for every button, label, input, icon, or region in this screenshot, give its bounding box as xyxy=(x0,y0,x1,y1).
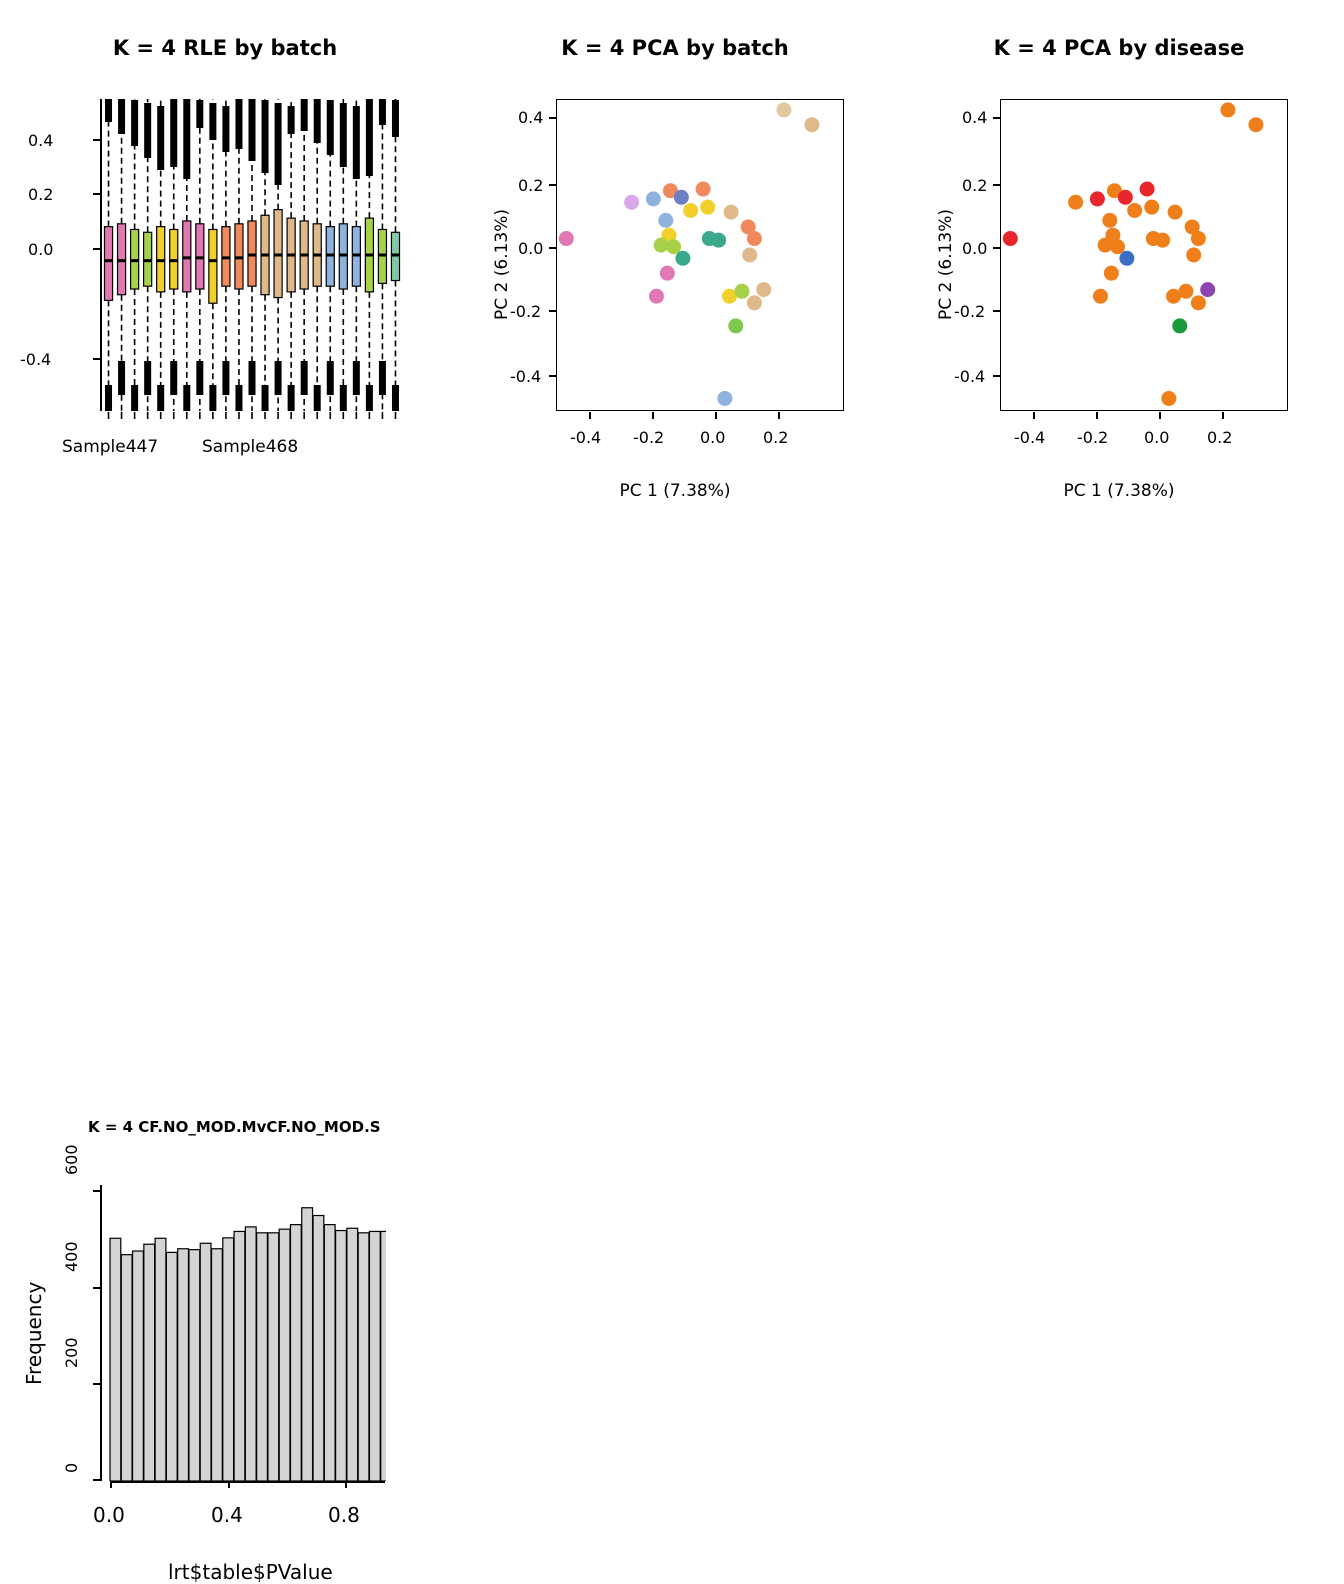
hist-ylabel: Frequency xyxy=(22,1281,46,1385)
rle-xaxis-ticks xyxy=(102,412,402,426)
pca-batch-panel xyxy=(450,0,900,520)
hist-plot-region xyxy=(104,1185,386,1481)
hist-xtick-0.8: 0.8 xyxy=(328,1503,360,1527)
rle-ytick-0.0: 0.0 xyxy=(28,240,54,259)
pca-disease-xtick--0.2: -0.2 xyxy=(1077,428,1109,447)
hist-xtick-0.0: 0.0 xyxy=(93,1503,125,1527)
hist-ytick-600: 600 xyxy=(62,1144,81,1175)
pca-disease-xtick-mark-3 xyxy=(1159,412,1161,419)
hist-ytick-400: 400 xyxy=(62,1241,81,1272)
rle-ytick--0.4: -0.4 xyxy=(20,350,52,369)
histogram-panel xyxy=(0,540,450,1584)
hist-xtick-mark-0.8 xyxy=(345,1481,347,1488)
pca-disease-ytick-0.2: 0.2 xyxy=(962,176,988,195)
pca-disease-xtick-0.2: 0.2 xyxy=(1207,428,1233,447)
rle-ytick-0.2: 0.2 xyxy=(28,185,54,204)
pca-batch-xlabel: PC 1 (7.38%) xyxy=(619,481,731,501)
hist-ytick-0: 0 xyxy=(62,1462,81,1473)
rle-xlabel-sample468: Sample468 xyxy=(202,437,299,457)
pca-batch-scatter xyxy=(557,100,843,410)
hist-ytick-mark-400 xyxy=(93,1287,100,1289)
pca-batch-ytick--0.4: -0.4 xyxy=(510,367,542,386)
pca-disease-title: K = 4 PCA by disease xyxy=(993,36,1245,60)
pca-batch-ytick-mark-2 xyxy=(549,184,556,186)
pca-batch-xtick--0.2: -0.2 xyxy=(633,428,665,447)
pca-disease-xtick-mark-2 xyxy=(1096,412,1098,419)
pca-disease-ytick-mark-4 xyxy=(993,310,1000,312)
pca-disease-ytick--0.4: -0.4 xyxy=(954,367,986,386)
pca-disease-xtick-0.0: 0.0 xyxy=(1144,428,1170,447)
pca-disease-xtick-mark-4 xyxy=(1222,412,1224,419)
rle-ytick-mark-4 xyxy=(93,358,100,360)
pca-batch-xtick--0.4: -0.4 xyxy=(570,428,602,447)
pca-disease-xtick--0.4: -0.4 xyxy=(1014,428,1046,447)
pca-disease-ytick-mark-1 xyxy=(993,117,1000,119)
pca-disease-ytick-0.4: 0.4 xyxy=(962,108,988,127)
rle-ytick-mark-3 xyxy=(93,248,100,250)
hist-xtick-0.4: 0.4 xyxy=(211,1503,243,1527)
rle-xlabel-sample447: Sample447 xyxy=(62,437,159,457)
histogram-svg xyxy=(104,1185,386,1481)
hist-ytick-200: 200 xyxy=(62,1337,81,1368)
rle-panel-title: K = 4 RLE by batch xyxy=(112,36,338,60)
rle-boxplot-svg xyxy=(102,99,402,411)
pca-disease-ytick-0.0: 0.0 xyxy=(962,239,988,258)
pca-batch-ytick-0.2: 0.2 xyxy=(518,176,544,195)
pca-batch-xtick-mark-3 xyxy=(715,412,717,419)
pca-disease-plotbox xyxy=(1000,99,1288,411)
rle-ytick-mark-1 xyxy=(93,139,100,141)
hist-xlabel: lrt$table$PValue xyxy=(168,1560,333,1584)
pca-batch-xtick-mark-4 xyxy=(778,412,780,419)
pca-disease-xlabel: PC 1 (7.38%) xyxy=(1063,481,1175,501)
pca-batch-title: K = 4 PCA by batch xyxy=(561,36,789,60)
hist-ytick-mark-600 xyxy=(93,1190,100,1192)
rle-ytick-mark-2 xyxy=(93,193,100,195)
pca-batch-ytick--0.2: -0.2 xyxy=(510,302,542,321)
pca-disease-panel xyxy=(894,0,1344,520)
pca-disease-ytick-mark-5 xyxy=(993,375,1000,377)
rle-panel xyxy=(0,0,450,520)
hist-ytick-mark-200 xyxy=(93,1383,100,1385)
pca-batch-plotbox xyxy=(556,99,844,411)
pca-batch-xtick-mark-1 xyxy=(589,412,591,419)
pca-batch-ytick-0.4: 0.4 xyxy=(518,108,544,127)
hist-yaxis xyxy=(100,1185,102,1481)
pca-batch-ylabel: PC 2 (6.13%) xyxy=(492,208,512,320)
hist-xtick-mark-0 xyxy=(110,1481,112,1488)
pca-batch-ytick-mark-3 xyxy=(549,247,556,249)
pca-disease-ytick-mark-2 xyxy=(993,184,1000,186)
hist-ytick-mark-0 xyxy=(93,1479,100,1481)
pca-batch-ytick-mark-4 xyxy=(549,310,556,312)
pca-batch-ytick-mark-1 xyxy=(549,117,556,119)
pca-disease-ytick-mark-3 xyxy=(993,247,1000,249)
rle-plot-region xyxy=(102,99,402,411)
pca-batch-ytick-0.0: 0.0 xyxy=(518,239,544,258)
pca-disease-ylabel: PC 2 (6.13%) xyxy=(936,208,956,320)
hist-xtick-mark-0.4 xyxy=(228,1481,230,1488)
pca-disease-ytick--0.2: -0.2 xyxy=(954,302,986,321)
rle-ytick-0.4: 0.4 xyxy=(28,131,54,150)
hist-xaxis xyxy=(110,1481,385,1483)
histogram-title: K = 4 CF.NO_MOD.MvCF.NO_MOD.S xyxy=(88,1118,381,1136)
pca-batch-xtick-mark-2 xyxy=(652,412,654,419)
pca-disease-scatter xyxy=(1001,100,1287,410)
pca-disease-xtick-mark-1 xyxy=(1033,412,1035,419)
pca-batch-xtick-0.2: 0.2 xyxy=(763,428,789,447)
pca-batch-xtick-0.0: 0.0 xyxy=(700,428,726,447)
pca-batch-ytick-mark-5 xyxy=(549,375,556,377)
